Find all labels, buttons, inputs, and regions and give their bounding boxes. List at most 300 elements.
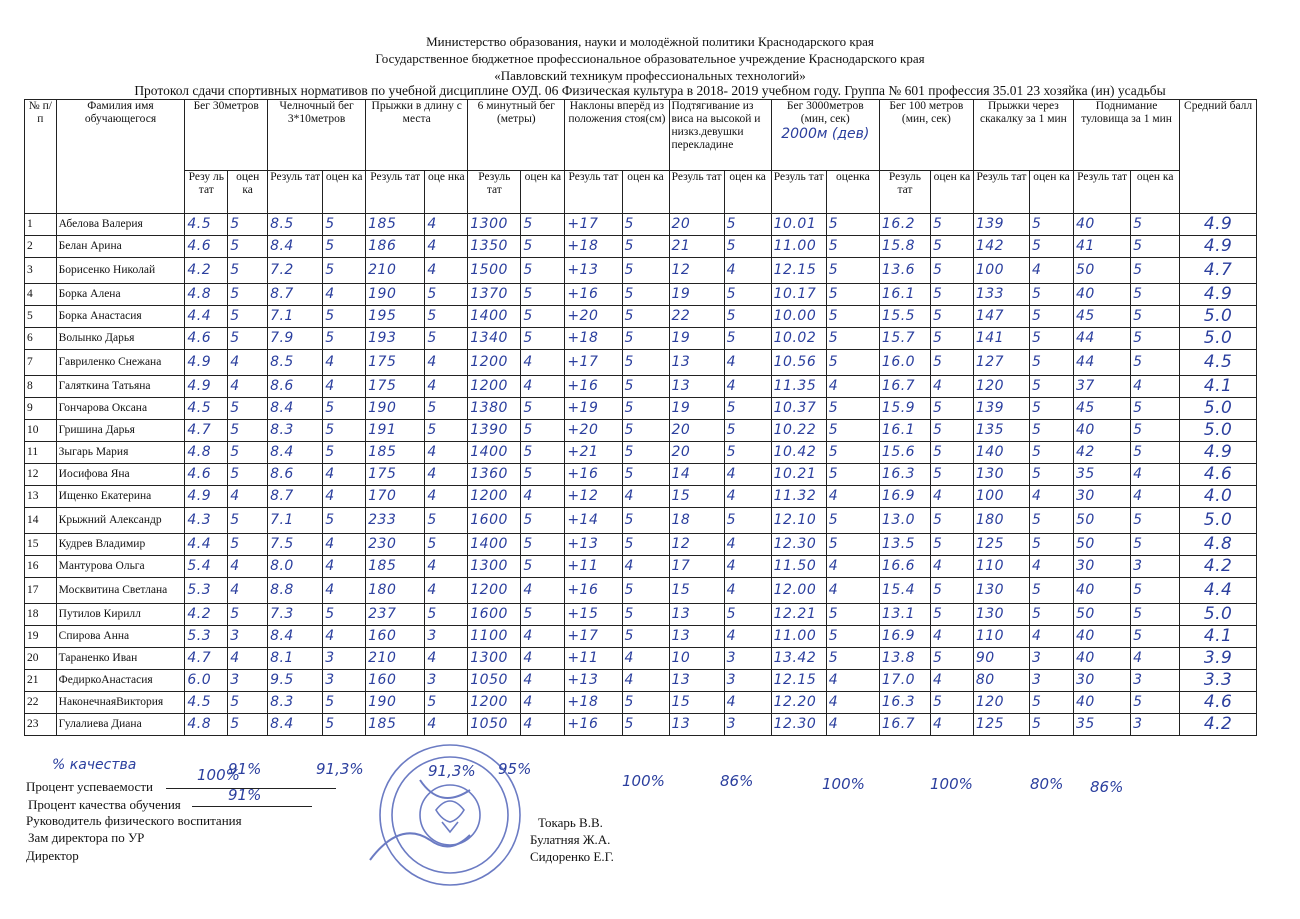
table-row bbox=[25, 578, 1257, 604]
grade-cell: 5 bbox=[930, 508, 973, 534]
table-row bbox=[25, 398, 1257, 420]
table-row bbox=[25, 714, 1257, 736]
grade-cell: 4 bbox=[323, 464, 366, 486]
average-cell: 4.5 bbox=[1180, 350, 1257, 376]
grade-cell: 5 bbox=[1030, 214, 1074, 236]
student-name: Белан Арина bbox=[56, 236, 185, 258]
sub-grade: оцен ка bbox=[930, 171, 973, 214]
grade-cell: 5 bbox=[323, 420, 366, 442]
result-cell: 230 bbox=[366, 534, 425, 556]
result-cell: +20 bbox=[565, 306, 622, 328]
row-number: 20 bbox=[25, 648, 57, 670]
result-cell: 237 bbox=[366, 604, 425, 626]
grade-cell: 5 bbox=[1131, 420, 1180, 442]
grade-cell: 5 bbox=[826, 648, 879, 670]
result-cell: 80 bbox=[973, 670, 1029, 692]
result-cell: 13 bbox=[669, 714, 724, 736]
grade-cell: 5 bbox=[724, 306, 771, 328]
grade-cell: 3 bbox=[1131, 670, 1180, 692]
grade-cell: 4 bbox=[1030, 258, 1074, 284]
result-cell: 35 bbox=[1073, 714, 1130, 736]
student-name: Гришина Дарья bbox=[56, 420, 185, 442]
row-number: 6 bbox=[25, 328, 57, 350]
grade-cell: 5 bbox=[930, 692, 973, 714]
result-cell: 13 bbox=[669, 376, 724, 398]
grade-cell: 5 bbox=[622, 258, 669, 284]
grade-cell: 4 bbox=[425, 486, 468, 508]
grade-cell: 4 bbox=[323, 486, 366, 508]
result-cell: 4.9 bbox=[185, 350, 228, 376]
result-cell: 40 bbox=[1073, 420, 1130, 442]
grade-cell: 5 bbox=[1030, 420, 1074, 442]
grade-cell: 5 bbox=[724, 236, 771, 258]
grade-cell: 5 bbox=[930, 534, 973, 556]
grade-cell: 5 bbox=[622, 398, 669, 420]
grade-cell: 4 bbox=[228, 486, 268, 508]
result-cell: +11 bbox=[565, 556, 622, 578]
grade-cell: 5 bbox=[425, 284, 468, 306]
result-cell: 1100 bbox=[468, 626, 521, 648]
grade-cell: 5 bbox=[323, 398, 366, 420]
table-row bbox=[25, 350, 1257, 376]
grade-cell: 5 bbox=[228, 258, 268, 284]
result-cell: 8.7 bbox=[268, 284, 323, 306]
student-name: Борка Анастасия bbox=[56, 306, 185, 328]
average-cell: 3.3 bbox=[1180, 670, 1257, 692]
grade-cell: 5 bbox=[930, 578, 973, 604]
result-cell: 1370 bbox=[468, 284, 521, 306]
result-cell: 8.5 bbox=[268, 214, 323, 236]
grade-cell: 4 bbox=[930, 714, 973, 736]
grade-cell: 5 bbox=[622, 464, 669, 486]
grade-cell: 5 bbox=[228, 214, 268, 236]
table-row bbox=[25, 284, 1257, 306]
grade-cell: 4 bbox=[425, 578, 468, 604]
grade-cell: 5 bbox=[724, 508, 771, 534]
grade-cell: 4 bbox=[521, 648, 565, 670]
result-cell: 13.6 bbox=[879, 258, 930, 284]
percent-value: 80% bbox=[1030, 775, 1064, 793]
result-cell: 14 bbox=[669, 464, 724, 486]
result-cell: 130 bbox=[973, 604, 1029, 626]
grade-cell: 3 bbox=[724, 714, 771, 736]
result-cell: 175 bbox=[366, 464, 425, 486]
grade-cell: 5 bbox=[228, 534, 268, 556]
col-rope: Прыжки через скакалку за 1 мин bbox=[973, 100, 1073, 171]
grade-cell: 5 bbox=[826, 398, 879, 420]
result-cell: 40 bbox=[1073, 214, 1130, 236]
result-cell: 15 bbox=[669, 692, 724, 714]
grade-cell: 4 bbox=[425, 258, 468, 284]
grade-cell: 5 bbox=[228, 692, 268, 714]
grade-cell: 5 bbox=[622, 350, 669, 376]
percent-value: 91,3% bbox=[316, 760, 364, 778]
result-cell: 160 bbox=[366, 626, 425, 648]
grade-cell: 4 bbox=[425, 714, 468, 736]
result-cell: 7.1 bbox=[268, 306, 323, 328]
grade-cell: 4 bbox=[724, 534, 771, 556]
row-number: 9 bbox=[25, 398, 57, 420]
table-row bbox=[25, 214, 1257, 236]
student-name: ФедиркоАнастасия bbox=[56, 670, 185, 692]
grade-cell: 4 bbox=[930, 556, 973, 578]
grade-cell: 5 bbox=[622, 714, 669, 736]
grade-cell: 5 bbox=[228, 464, 268, 486]
sub-result: Резуль тат bbox=[565, 171, 622, 214]
average-cell: 4.9 bbox=[1180, 442, 1257, 464]
result-cell: 233 bbox=[366, 508, 425, 534]
grade-cell: 5 bbox=[1030, 284, 1074, 306]
table-row bbox=[25, 442, 1257, 464]
result-cell: 142 bbox=[973, 236, 1029, 258]
result-cell: 11.00 bbox=[771, 236, 826, 258]
grade-cell: 5 bbox=[930, 284, 973, 306]
result-cell: 15.6 bbox=[879, 442, 930, 464]
grade-cell: 3 bbox=[1131, 714, 1180, 736]
grade-cell: 5 bbox=[724, 284, 771, 306]
grade-cell: 4 bbox=[323, 350, 366, 376]
result-cell: 40 bbox=[1073, 692, 1130, 714]
grade-cell: 4 bbox=[1030, 626, 1074, 648]
student-name: Гончарова Оксана bbox=[56, 398, 185, 420]
head-pe-name: Токарь В.В. bbox=[538, 815, 603, 830]
row-number: 23 bbox=[25, 714, 57, 736]
percent-value: 86% bbox=[720, 772, 754, 790]
col-name: Фамилия имя обучающегося bbox=[56, 100, 185, 214]
row-number: 5 bbox=[25, 306, 57, 328]
grade-cell: 5 bbox=[1030, 604, 1074, 626]
grade-cell: 5 bbox=[521, 398, 565, 420]
grade-cell: 4 bbox=[826, 692, 879, 714]
result-cell: 147 bbox=[973, 306, 1029, 328]
result-cell: +14 bbox=[565, 508, 622, 534]
percent-value: 100% bbox=[622, 772, 665, 790]
result-cell: 5.3 bbox=[185, 626, 228, 648]
result-cell: 13 bbox=[669, 604, 724, 626]
student-name: Москвитина Светлана bbox=[56, 578, 185, 604]
grade-cell: 5 bbox=[826, 214, 879, 236]
sub-result: Резуль тат bbox=[973, 171, 1029, 214]
result-cell: 17.0 bbox=[879, 670, 930, 692]
result-cell: 10.17 bbox=[771, 284, 826, 306]
result-cell: +18 bbox=[565, 328, 622, 350]
result-cell: 41 bbox=[1073, 236, 1130, 258]
grade-cell: 5 bbox=[724, 442, 771, 464]
result-cell: 11.50 bbox=[771, 556, 826, 578]
grade-cell: 5 bbox=[521, 464, 565, 486]
grade-cell: 5 bbox=[228, 508, 268, 534]
grade-cell: 5 bbox=[930, 464, 973, 486]
grade-cell: 5 bbox=[425, 328, 468, 350]
grade-cell: 5 bbox=[323, 306, 366, 328]
result-cell: 8.4 bbox=[268, 398, 323, 420]
result-cell: 21 bbox=[669, 236, 724, 258]
grade-cell: 5 bbox=[521, 556, 565, 578]
result-cell: 16.1 bbox=[879, 420, 930, 442]
student-name: Гавриленко Снежана bbox=[56, 350, 185, 376]
result-cell: +16 bbox=[565, 714, 622, 736]
grade-cell: 5 bbox=[1131, 626, 1180, 648]
result-cell: 20 bbox=[669, 442, 724, 464]
result-cell: 90 bbox=[973, 648, 1029, 670]
result-cell: 6.0 bbox=[185, 670, 228, 692]
grade-cell: 5 bbox=[1030, 376, 1074, 398]
grade-cell: 4 bbox=[425, 376, 468, 398]
grade-cell: 5 bbox=[323, 214, 366, 236]
grade-cell: 4 bbox=[1131, 464, 1180, 486]
result-cell: 135 bbox=[973, 420, 1029, 442]
grade-cell: 5 bbox=[622, 534, 669, 556]
table-row bbox=[25, 306, 1257, 328]
average-cell: 5.0 bbox=[1180, 420, 1257, 442]
grade-cell: 5 bbox=[724, 328, 771, 350]
grade-cell: 5 bbox=[1030, 350, 1074, 376]
quality-value: 91% bbox=[228, 786, 262, 804]
result-cell: 186 bbox=[366, 236, 425, 258]
grade-cell: 5 bbox=[425, 306, 468, 328]
result-cell: 4.3 bbox=[185, 508, 228, 534]
result-cell: 8.4 bbox=[268, 626, 323, 648]
grade-cell: 5 bbox=[622, 604, 669, 626]
grade-cell: 5 bbox=[826, 604, 879, 626]
sub-grade: оцен ка bbox=[622, 171, 669, 214]
grade-cell: 4 bbox=[930, 670, 973, 692]
student-name: НаконечнаяВиктория bbox=[56, 692, 185, 714]
grade-cell: 5 bbox=[425, 398, 468, 420]
col-run3000 bbox=[771, 100, 879, 171]
result-cell: 190 bbox=[366, 692, 425, 714]
director-name: Сидоренко Е.Г. bbox=[530, 849, 614, 864]
grade-cell: 5 bbox=[228, 284, 268, 306]
col-pullup: Подтягивание из виса на высокой и низкз.девушки перекладине bbox=[669, 100, 771, 171]
grade-cell: 4 bbox=[930, 486, 973, 508]
sub-grade: оце нка bbox=[425, 171, 468, 214]
result-cell: 1300 bbox=[468, 214, 521, 236]
grade-cell: 5 bbox=[826, 328, 879, 350]
result-cell: 13.42 bbox=[771, 648, 826, 670]
grade-cell: 4 bbox=[425, 556, 468, 578]
result-cell: 50 bbox=[1073, 258, 1130, 284]
result-cell: 15.9 bbox=[879, 398, 930, 420]
result-cell: 1050 bbox=[468, 670, 521, 692]
grade-cell: 5 bbox=[1030, 578, 1074, 604]
student-name: Гулалиева Диана bbox=[56, 714, 185, 736]
result-cell: 4.7 bbox=[185, 648, 228, 670]
result-cell: 1050 bbox=[468, 714, 521, 736]
result-cell: 8.1 bbox=[268, 648, 323, 670]
result-cell: 160 bbox=[366, 670, 425, 692]
grade-cell: 3 bbox=[425, 626, 468, 648]
col-run3000-note: 2000м (дев) bbox=[781, 126, 870, 142]
result-cell: 4.7 bbox=[185, 420, 228, 442]
result-cell: 10 bbox=[669, 648, 724, 670]
result-cell: +17 bbox=[565, 214, 622, 236]
result-cell: 125 bbox=[973, 534, 1029, 556]
result-cell: +20 bbox=[565, 420, 622, 442]
row-number: 14 bbox=[25, 508, 57, 534]
result-cell: +15 bbox=[565, 604, 622, 626]
result-cell: 195 bbox=[366, 306, 425, 328]
result-cell: 13.5 bbox=[879, 534, 930, 556]
result-cell: 1340 bbox=[468, 328, 521, 350]
result-cell: 30 bbox=[1073, 670, 1130, 692]
result-cell: 8.7 bbox=[268, 486, 323, 508]
result-cell: 185 bbox=[366, 442, 425, 464]
grade-cell: 5 bbox=[622, 306, 669, 328]
result-cell: 16.3 bbox=[879, 692, 930, 714]
table-row bbox=[25, 508, 1257, 534]
row-number: 12 bbox=[25, 464, 57, 486]
col-shuttle: Челночный бег 3*10метров bbox=[268, 100, 366, 171]
student-name: Путилов Кирилл bbox=[56, 604, 185, 626]
grade-cell: 4 bbox=[228, 556, 268, 578]
result-cell: 44 bbox=[1073, 350, 1130, 376]
result-cell: +17 bbox=[565, 626, 622, 648]
row-number: 15 bbox=[25, 534, 57, 556]
grade-cell: 5 bbox=[228, 714, 268, 736]
result-cell: 40 bbox=[1073, 578, 1130, 604]
result-cell: 5.4 bbox=[185, 556, 228, 578]
result-cell: 4.4 bbox=[185, 534, 228, 556]
result-cell: 1200 bbox=[468, 578, 521, 604]
grade-cell: 4 bbox=[724, 258, 771, 284]
grade-cell: 3 bbox=[323, 648, 366, 670]
student-name: Иосифова Яна bbox=[56, 464, 185, 486]
result-cell: 15.7 bbox=[879, 328, 930, 350]
col-run3000-label: Бег 3000метров (мин, сек) bbox=[786, 100, 864, 125]
grade-cell: 5 bbox=[622, 578, 669, 604]
average-cell: 4.8 bbox=[1180, 534, 1257, 556]
average-cell: 4.1 bbox=[1180, 626, 1257, 648]
success-value: 100% bbox=[197, 766, 240, 784]
grade-cell: 5 bbox=[228, 236, 268, 258]
result-cell: 4.2 bbox=[185, 258, 228, 284]
grade-cell: 5 bbox=[724, 214, 771, 236]
result-cell: 1200 bbox=[468, 692, 521, 714]
grade-cell: 5 bbox=[930, 214, 973, 236]
grade-cell: 4 bbox=[1131, 376, 1180, 398]
grade-cell: 3 bbox=[228, 670, 268, 692]
result-cell: 9.5 bbox=[268, 670, 323, 692]
grade-cell: 5 bbox=[1131, 284, 1180, 306]
table-row bbox=[25, 670, 1257, 692]
grade-cell: 5 bbox=[425, 604, 468, 626]
result-cell: 30 bbox=[1073, 556, 1130, 578]
grade-cell: 5 bbox=[724, 604, 771, 626]
result-cell: 4.9 bbox=[185, 376, 228, 398]
ministry-line: Министерство образования, науки и молодёжной политики Краснодарского края bbox=[426, 34, 874, 49]
student-name: Кудрев Владимир bbox=[56, 534, 185, 556]
deputy-label: Зам директора по УР bbox=[28, 830, 145, 845]
result-cell: +18 bbox=[565, 692, 622, 714]
grade-cell: 4 bbox=[228, 578, 268, 604]
grade-cell: 5 bbox=[930, 398, 973, 420]
grade-cell: 5 bbox=[826, 534, 879, 556]
result-cell: 4.8 bbox=[185, 442, 228, 464]
quality-note: % качества bbox=[52, 757, 137, 773]
grade-cell: 4 bbox=[826, 578, 879, 604]
result-cell: 190 bbox=[366, 398, 425, 420]
result-cell: 1600 bbox=[468, 604, 521, 626]
protocol-title: Протокол сдачи спортивных нормативов по учебной дисциплине ОУД. 06 Физическая культура в 2018- 2019 учебном году. Группа № 601 профессия 35.01 23 хозяйка (ин) усадьбы bbox=[134, 83, 1166, 98]
result-cell: 1400 bbox=[468, 534, 521, 556]
result-cell: 42 bbox=[1073, 442, 1130, 464]
grade-cell: 5 bbox=[425, 534, 468, 556]
sub-result: Резуль тат bbox=[366, 171, 425, 214]
grade-cell: 5 bbox=[1131, 692, 1180, 714]
grade-cell: 4 bbox=[521, 626, 565, 648]
result-cell: 13.0 bbox=[879, 508, 930, 534]
result-cell: 16.9 bbox=[879, 486, 930, 508]
result-cell: 7.2 bbox=[268, 258, 323, 284]
sub-result: Резуль тат bbox=[468, 171, 521, 214]
result-cell: 16.7 bbox=[879, 714, 930, 736]
grade-cell: 4 bbox=[724, 626, 771, 648]
result-cell: 8.5 bbox=[268, 350, 323, 376]
row-number: 13 bbox=[25, 486, 57, 508]
grade-cell: 5 bbox=[622, 376, 669, 398]
result-cell: 4.6 bbox=[185, 464, 228, 486]
result-cell: 100 bbox=[973, 486, 1029, 508]
grade-cell: 5 bbox=[521, 284, 565, 306]
grade-cell: 5 bbox=[323, 604, 366, 626]
table-row bbox=[25, 420, 1257, 442]
result-cell: 170 bbox=[366, 486, 425, 508]
result-cell: +13 bbox=[565, 670, 622, 692]
grade-cell: 5 bbox=[1131, 604, 1180, 626]
grade-cell: 4 bbox=[425, 236, 468, 258]
grade-cell: 4 bbox=[622, 648, 669, 670]
sub-grade: оцен ка bbox=[1131, 171, 1180, 214]
result-cell: 4.9 bbox=[185, 486, 228, 508]
grade-cell: 5 bbox=[521, 236, 565, 258]
result-cell: 15.5 bbox=[879, 306, 930, 328]
table-row bbox=[25, 464, 1257, 486]
average-cell: 4.4 bbox=[1180, 578, 1257, 604]
result-cell: +19 bbox=[565, 398, 622, 420]
grade-cell: 5 bbox=[826, 306, 879, 328]
result-cell: 8.6 bbox=[268, 464, 323, 486]
table-row bbox=[25, 328, 1257, 350]
result-cell: 1390 bbox=[468, 420, 521, 442]
grade-cell: 4 bbox=[521, 350, 565, 376]
grade-cell: 4 bbox=[724, 578, 771, 604]
result-cell: 18 bbox=[669, 508, 724, 534]
result-cell: 15 bbox=[669, 578, 724, 604]
grade-cell: 5 bbox=[930, 442, 973, 464]
success-label: Процент успеваемости bbox=[26, 779, 153, 794]
result-cell: 190 bbox=[366, 284, 425, 306]
quality-line bbox=[192, 806, 312, 807]
grade-cell: 4 bbox=[930, 626, 973, 648]
grade-cell: 5 bbox=[228, 328, 268, 350]
col-avg: Средний балл bbox=[1180, 100, 1257, 214]
student-name: Борисенко Николай bbox=[56, 258, 185, 284]
grade-cell: 5 bbox=[1131, 578, 1180, 604]
table-row bbox=[25, 604, 1257, 626]
student-name: Зыгарь Мария bbox=[56, 442, 185, 464]
result-cell: 4.8 bbox=[185, 284, 228, 306]
result-cell: 10.56 bbox=[771, 350, 826, 376]
result-cell: 185 bbox=[366, 714, 425, 736]
row-number: 19 bbox=[25, 626, 57, 648]
grade-cell: 5 bbox=[622, 214, 669, 236]
grade-cell: 5 bbox=[930, 306, 973, 328]
student-name: Борка Алена bbox=[56, 284, 185, 306]
grade-cell: 3 bbox=[1131, 556, 1180, 578]
grade-cell: 5 bbox=[228, 420, 268, 442]
col-num: № п/п bbox=[25, 100, 57, 214]
